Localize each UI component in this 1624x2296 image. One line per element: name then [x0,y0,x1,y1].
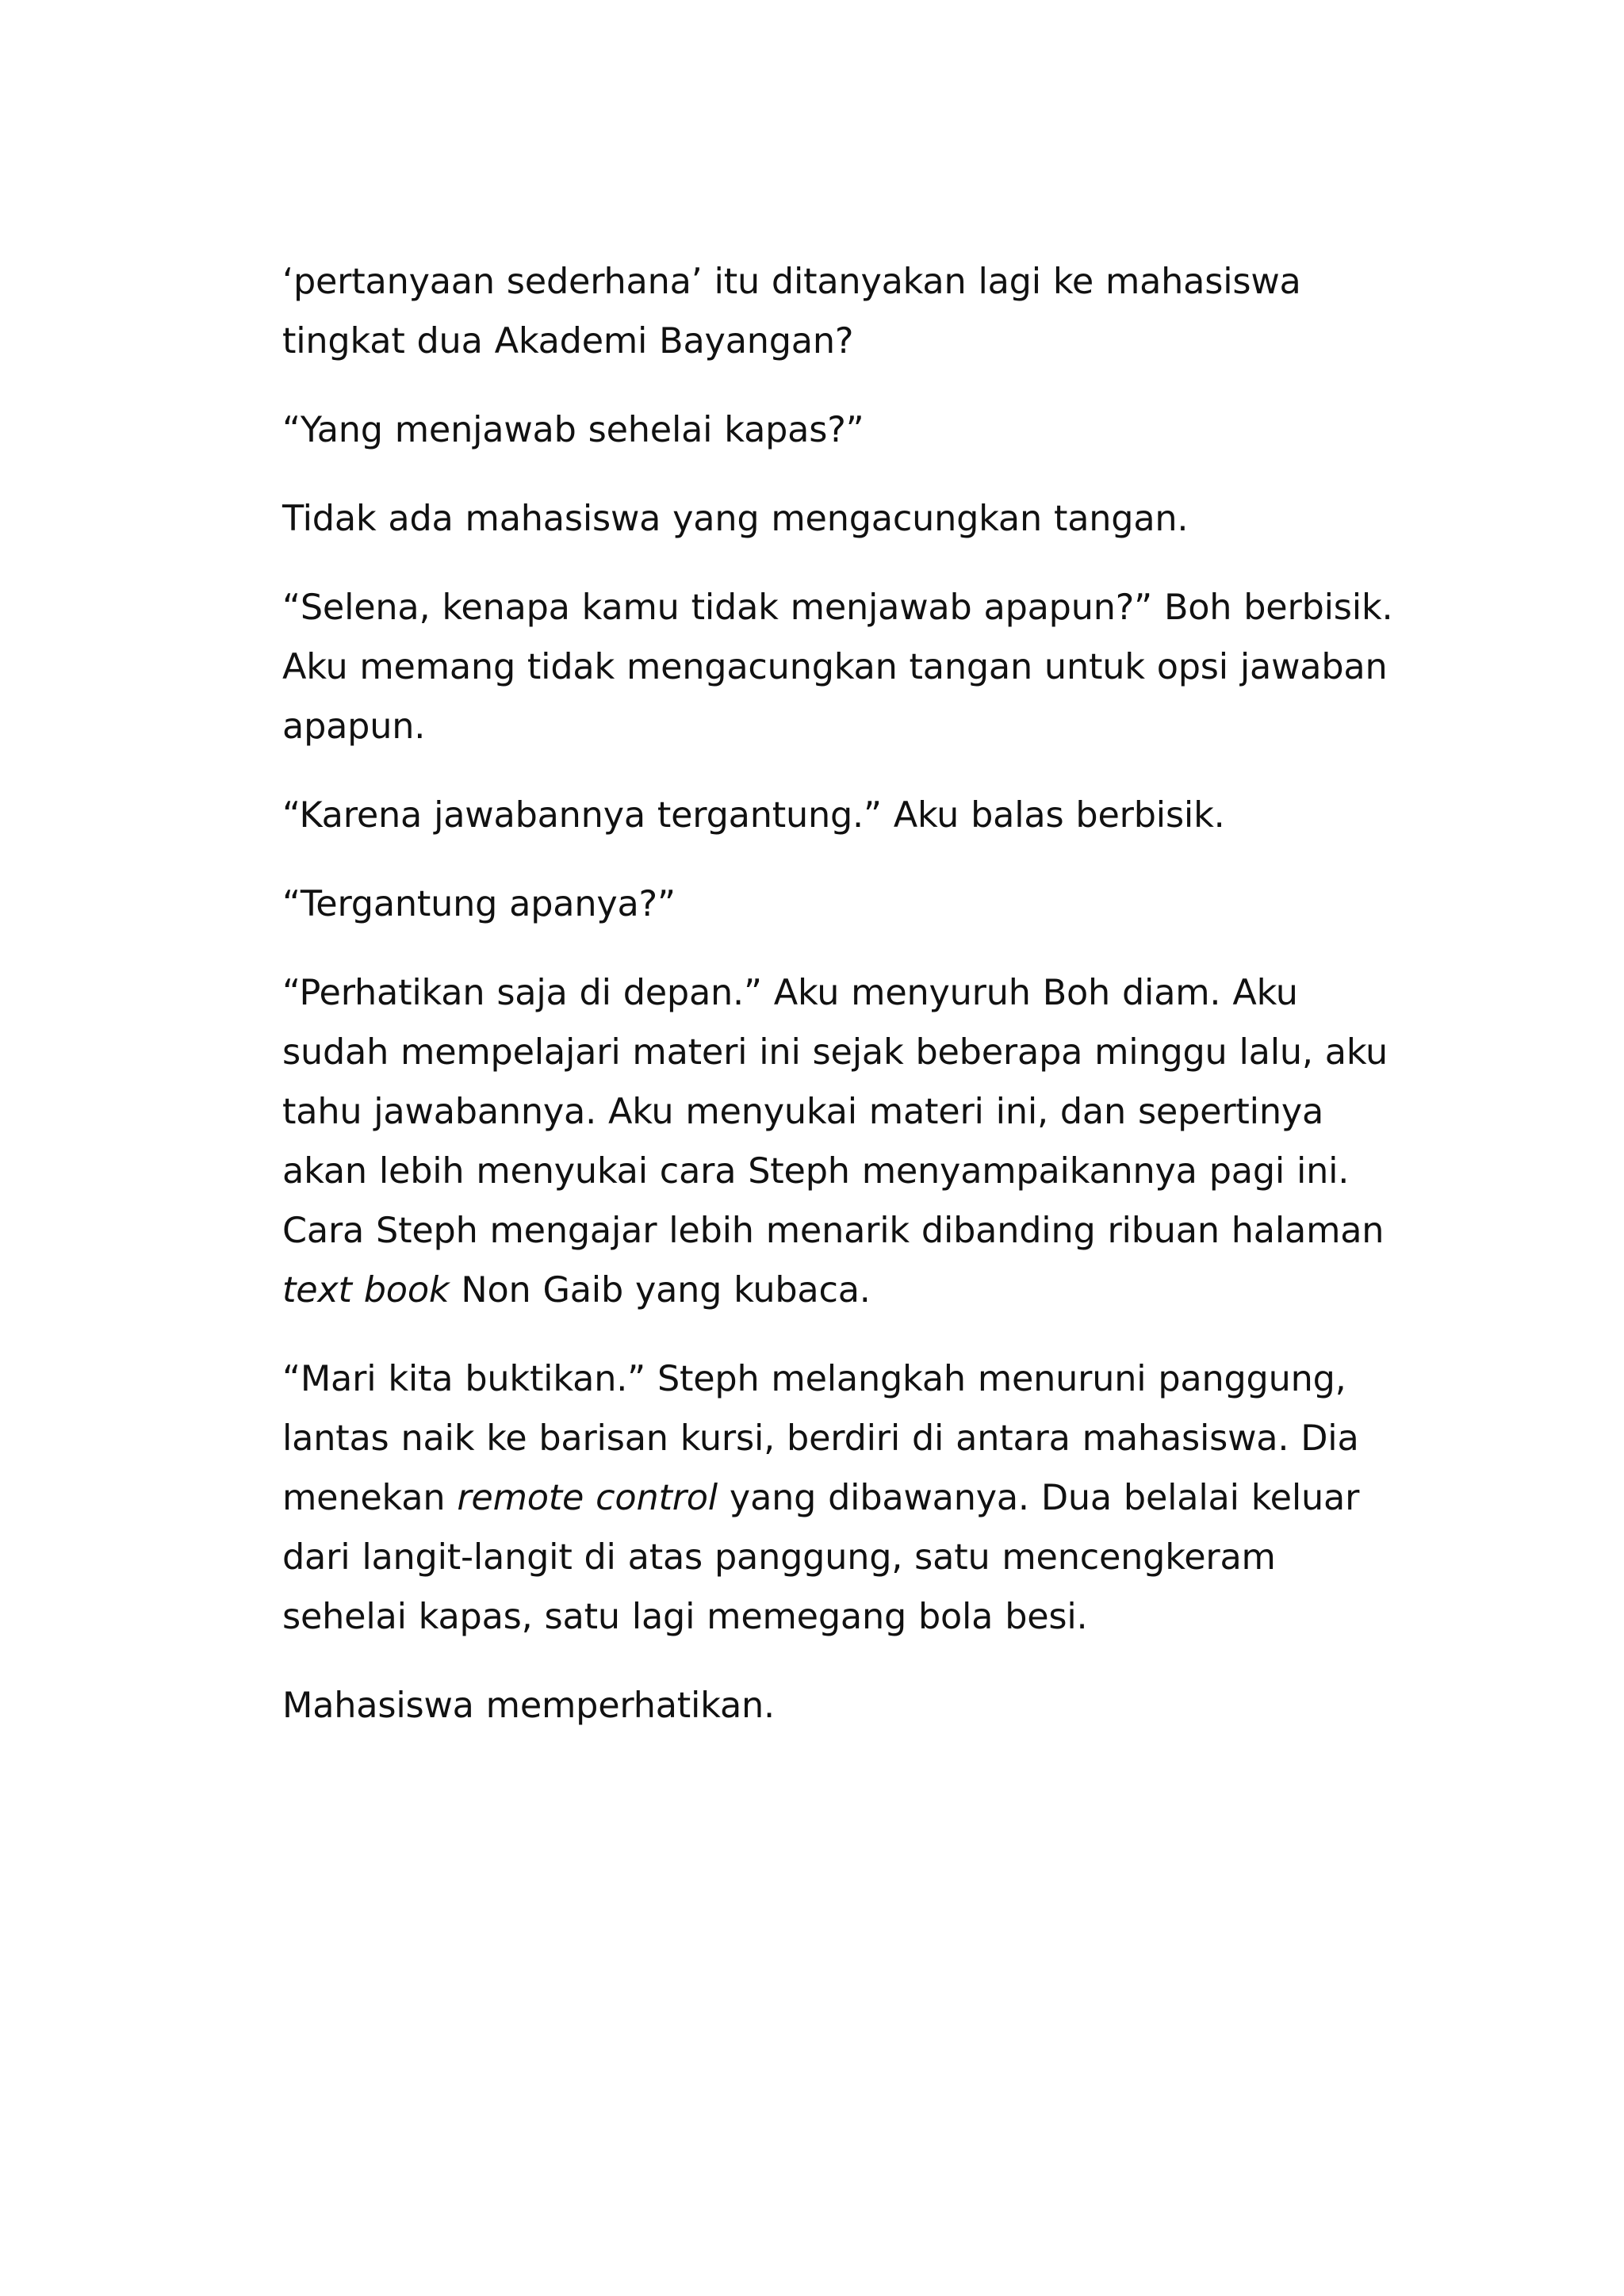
paragraph-8 [282,1349,1408,1647]
document-page [282,252,1408,1765]
paragraph-3 [282,489,1408,549]
paragraph-text: “Perhatikan saja di depan.” Aku menyuruh Boh diam. Aku sudah mempelajari materi ini sejak beberapa minggu lalu, aku tahu jawabannya. Aku menyukai materi ini, dan sepertinya akan lebih menyukai cara Steph menyampaikannya pagi ini. Cara Steph mengajar lebih menarik dibanding ribuan halaman [282,973,1388,1251]
paragraph-text: “Mari kita buktikan.” Steph melangkah menuruni panggung, lantas naik ke barisan kursi, berdiri di antara mahasiswa. Dia menekan [282,1359,1359,1518]
paragraph-9 [282,1676,1408,1735]
italic-term: text book [282,1270,450,1311]
paragraph-6 [282,874,1408,934]
paragraph-text: Tidak ada mahasiswa yang mengacungkan tangan. [282,499,1189,539]
paragraph-4 [282,578,1408,756]
paragraph-1 [282,252,1408,371]
paragraph-text: “Yang menjawab sehelai kapas?” [282,410,864,450]
paragraph-text: “Karena jawabannya tergantung.” Aku balas berbisik. [282,795,1225,836]
paragraph-2 [282,400,1408,460]
paragraph-5 [282,786,1408,845]
paragraph-text: Non Gaib yang kubaca. [449,1270,871,1311]
paragraph-text: “Tergantung apanya?” [282,884,676,924]
paragraph-text: ‘pertanyaan sederhana’ itu ditanyakan lagi ke mahasiswa tingkat dua Akademi Bayangan? [282,262,1301,362]
paragraph-7 [282,963,1408,1320]
italic-term: remote control [457,1478,718,1518]
paragraph-text: yang dibawanya. Dua belalai keluar dari langit-langit di atas panggung, satu mencengkeram sehelai kapas, satu lagi memegang bola besi. [282,1478,1360,1637]
paragraph-text: “Selena, kenapa kamu tidak menjawab apapun?” Boh berbisik. Aku memang tidak mengacungkan tangan untuk opsi jawaban apapun. [282,587,1393,747]
paragraph-text: Mahasiswa memperhatikan. [282,1686,775,1726]
